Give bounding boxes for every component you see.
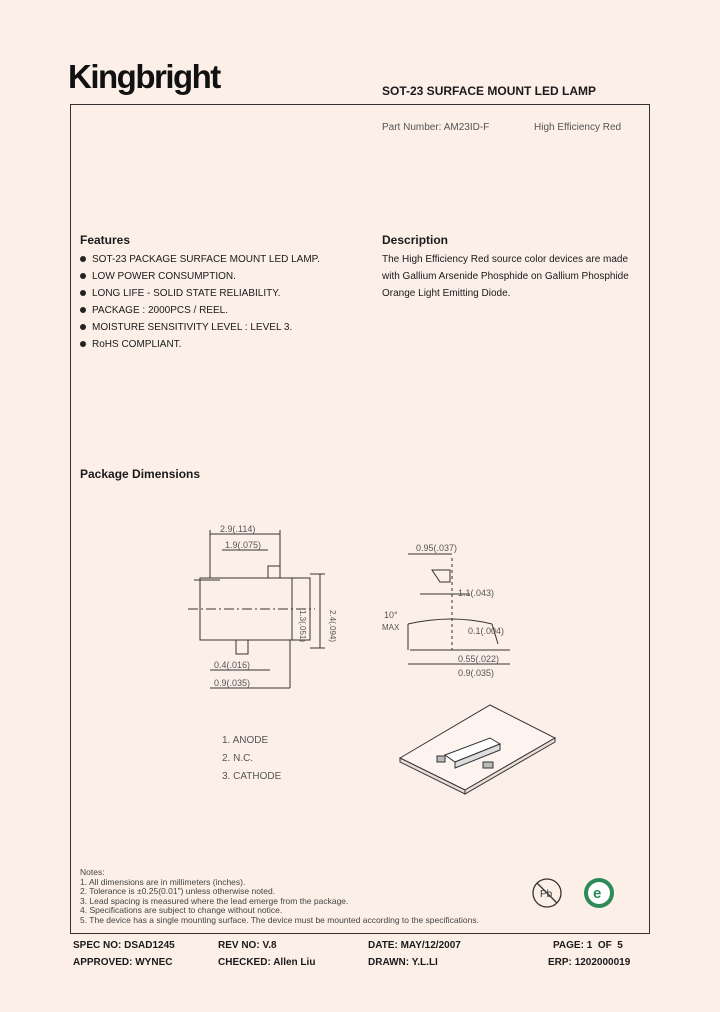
- dim-lead-offset: 0.55(.022): [458, 654, 500, 664]
- side-view-drawing: [380, 540, 560, 690]
- note-item: 5. The device has a single mounting surface. The device must be mounted according to the specifications.: [80, 914, 479, 925]
- isometric-package-drawing: [395, 700, 560, 795]
- note-item: 4. Specifications are subject to change without notice.: [80, 905, 283, 915]
- dim-overall-height: 2.4(.094): [328, 610, 337, 643]
- note-item: 1. All dimensions are in millimeters (inches).: [80, 876, 246, 887]
- pin-anode: 1. ANODE: [222, 735, 269, 746]
- date-label: DATE:: [368, 940, 398, 951]
- approved-label: APPROVED:: [73, 957, 133, 968]
- spec-value: DSAD1245: [124, 940, 175, 951]
- drawn-value: Y.L.LI: [411, 957, 438, 968]
- feature-item: SOT-23 PACKAGE SURFACE MOUNT LED LAMP.: [80, 251, 320, 268]
- rev-label: REV NO:: [218, 940, 260, 951]
- part-number: Part Number: AM23ID-F: [382, 122, 490, 133]
- erp-label: ERP:: [548, 957, 572, 968]
- notes-heading: Notes:: [80, 867, 105, 877]
- pin-nc: 2. N.C.: [222, 753, 254, 764]
- spec-label: SPEC NO:: [73, 940, 122, 951]
- features-heading: Features: [80, 233, 131, 247]
- e-label: e: [593, 885, 602, 902]
- dim-lead-span-side: 0.9(.035): [458, 668, 495, 678]
- dim-angle: 10°: [384, 610, 398, 620]
- dim-lead-width: 0.4(.016): [214, 660, 251, 670]
- feature-item: RoHS COMPLIANT.: [80, 336, 320, 353]
- pb-label: Pb: [540, 889, 553, 900]
- date-value: MAY/12/2007: [400, 940, 461, 951]
- description-line: The High Efficiency Red source color devices are made: [382, 254, 629, 265]
- notes-block: [80, 868, 479, 925]
- content-frame: [70, 104, 650, 934]
- erp-value: 1202000019: [574, 957, 631, 968]
- footer-date: [368, 940, 461, 951]
- feature-item: LOW POWER CONSUMPTION.: [80, 268, 320, 285]
- page-value: 1 OF 5: [586, 940, 623, 951]
- dim-side-thickness: 1.1(.043): [458, 588, 495, 598]
- footer-spec: [73, 940, 175, 951]
- dim-lead-length: 0.1(.004): [468, 626, 505, 636]
- approved-value: WYNEC: [135, 957, 173, 968]
- dim-pin-pitch: 0.95(.037): [416, 543, 458, 553]
- features-list: [80, 251, 320, 353]
- package-dimensions-heading: Package Dimensions: [80, 467, 201, 481]
- footer-drawn: [368, 957, 438, 968]
- checked-value: Allen Liu: [273, 957, 316, 968]
- dim-top-width: 2.9(.114): [220, 524, 256, 534]
- rev-value: V.8: [262, 940, 277, 951]
- description-line: Orange Light Emitting Diode.: [382, 288, 511, 299]
- dim-lead-span: 0.9(.035): [214, 678, 251, 688]
- feature-item: MOISTURE SENSITIVITY LEVEL : LEVEL 3.: [80, 319, 320, 336]
- note-item: 3. Lead spacing is measured where the lead emerge from the package.: [80, 895, 349, 906]
- footer-page: [553, 940, 623, 951]
- compliance-badges: [530, 875, 620, 911]
- checked-label: CHECKED:: [218, 957, 271, 968]
- description-line: with Gallium Arsenide Phosphide on Gallium Phosphide: [382, 271, 629, 282]
- feature-item: PACKAGE : 2000PCS / REEL.: [80, 302, 320, 319]
- feature-item: LONG LIFE - SOLID STATE RELIABILITY.: [80, 285, 320, 302]
- drawn-label: DRAWN:: [368, 957, 410, 968]
- footer-rev: [218, 940, 277, 951]
- dim-body-height: 1.3(.051): [298, 610, 307, 643]
- note-item: 2. Tolerance is ±0.25(0.01") unless otherwise noted.: [80, 886, 276, 896]
- description-heading: Description: [382, 233, 449, 247]
- pb-free-icon: [533, 879, 561, 907]
- top-view-drawing: [180, 520, 340, 705]
- footer-erp: [548, 957, 630, 968]
- kingbright-logo: Kingbright: [68, 58, 220, 95]
- dim-max-label: MAX: [382, 623, 400, 632]
- footer-approved: [73, 957, 172, 968]
- rohs-e-icon: [584, 878, 614, 908]
- document-title: SOT-23 SURFACE MOUNT LED LAMP: [382, 84, 597, 98]
- pin-list: [222, 732, 281, 786]
- dim-inner-width: 1.9(.075): [225, 540, 262, 550]
- footer-checked: [218, 957, 315, 968]
- pin-cathode: 3. CATHODE: [222, 771, 282, 782]
- description-text: [382, 251, 642, 302]
- part-color: High Efficiency Red: [534, 122, 622, 133]
- page-label: PAGE:: [553, 940, 584, 951]
